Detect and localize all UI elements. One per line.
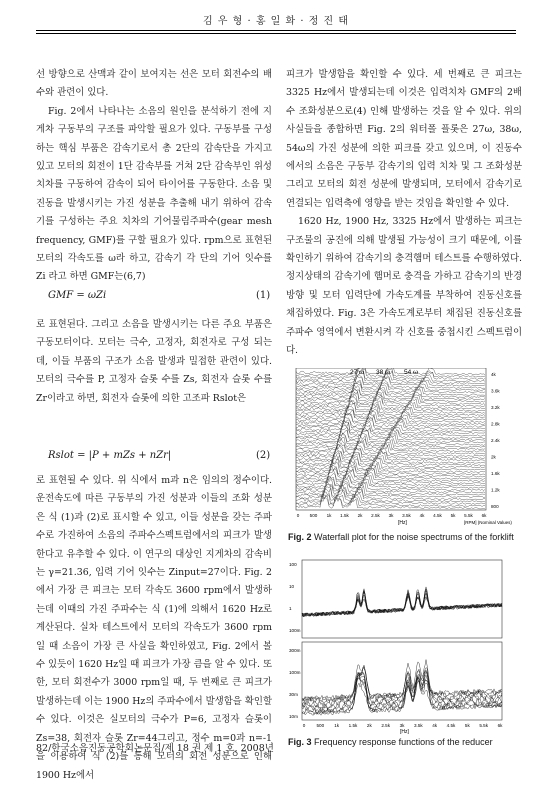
- fig2-x-unit: [Hz]: [398, 520, 407, 526]
- fig2-y-tick: 2k: [491, 454, 496, 460]
- fig2-y-tick: 1.6k: [491, 471, 500, 476]
- right-paragraph-2: 1620 Hz, 1900 Hz, 3325 Hz에서 발생하는 피크는 구조물의 공진에 의해 발생될 가능성이 크기 때문에, 이를 확인하기 위하여 감속기의 충격햄머 테스트를 수행하였다. 정지상태의 감속기에 햄머로 충격을 가하고 감속기의 반경 방향 및 모터 입력단에 가속도계를 부착하여 진동신호를 채집하였다. Fig. 3은 가속도계로부터 채집된 진동신호를 주파수 영역에서 변환시켜 각 신호를 중첩시킨 스펙트럼이다.: [286, 216, 522, 357]
- fig2-caption: [288, 531, 524, 543]
- left-paragraph-3: 로 표현된다. 그리고 소음을 발생시키는 다른 주요 부품은 구동모터이다. 모터는 극수, 고정자, 회전자로 구성 되는데, 이들 부품의 구조가 소음 발생과 밀접한 관련이 있다. 모터의 극수를 P, 고정자 슬롯 수를 Zs, 회전자 슬롯 수를 Zr이라고 하면, 회전자 슬롯에 의한 고조파 Rslot은: [36, 319, 272, 404]
- fig3-x-tick: 6k: [497, 723, 503, 728]
- header-rule-2: [36, 33, 516, 34]
- fig2-annotation: 54 ω: [404, 369, 419, 376]
- fig3-x-tick: 4k: [432, 723, 438, 728]
- left-paragraph-1: 선 방향으로 산맥과 같이 보여지는 선은 모터 회전수의 배수와 관련이 있다.: [36, 69, 272, 99]
- fig2-y-tick: 3.6k: [491, 388, 500, 394]
- fig2-y-tick: 800: [491, 504, 499, 509]
- fig2-x-tick: 500: [309, 513, 318, 518]
- fig2-x-tick: 0: [296, 513, 300, 518]
- fig3-x-tick: 1.5k: [348, 723, 358, 728]
- right-column: [286, 66, 522, 361]
- fig3-x-tick: 1k: [334, 723, 340, 728]
- fig3-x-unit: [Hz]: [400, 729, 409, 734]
- fig3-frf-plot: [288, 558, 520, 734]
- fig3-x-tick: 3.5k: [413, 723, 423, 728]
- fig3-x-tick: 5k: [464, 723, 470, 728]
- fig3-x-tick: 3k: [399, 723, 405, 728]
- left-paragraph-4: 로 표현될 수 있다. 위 식에서 m과 n은 임의의 정수이다. 운전속도에 따른 구동부의 가진 성분과 이들의 조화 성분은 식 (1)과 (2)로 표시할 수 있고, 이들 성분을 갖는 주파수로 가진하여 소음의 주파수스펙트럼에서의 피크가 발생한다고 유추할 수 있다. 이 연구의 대상인 지게차의 감속비는 γ=21.36, 입력 기어 잇수는 Zinput=27이다. Fig. 2에서 가장 큰 피크는 모터 각속도 3600 rpm에서 발생하는데 이때의 가진 주파수는 식 (1)에 의해서 1620 Hz로 계산된다. 실차 테스트에서 모터의 각속도가 3600 rpm일 때 소음이 가장 큰 사실을 확인하였고, Fig. 2에서 볼 수 있듯이 1620 Hz일 때 피크가 가장 큼을 알 수 있다. 또한, 모터 회전수가 3000 rpm일 때, 두 번째로 큰 피크가 발생하는데 이는 1900 Hz의 주파수에서 발생함을 확인할 수 있다. 이것은 실모터의 극수가 P=6, 고정자 슬롯이 Zs=38, 회전자 슬롯 Zr=44그리고, 정수 m=0과 n=-1을 이용하여 식 (2)를 통해 모터의 회전 성분으로 인해 1900 Hz에서: [36, 475, 272, 781]
- fig3-bottom-y-tick: 10m: [289, 714, 298, 719]
- equation-2-number: (2): [256, 450, 271, 461]
- fig2-caption-label: Fig. 2: [288, 532, 312, 542]
- fig3-x-tick: 5.5k: [479, 723, 489, 728]
- left-column: [36, 66, 272, 287]
- fig3-x-tick: 500: [316, 723, 325, 728]
- fig2-y-tick: 1.2k: [491, 487, 500, 493]
- fig3-bottom-y-tick: 30m: [289, 692, 298, 697]
- fig2-x-tick: 1.5k: [340, 513, 349, 518]
- fig2-x-tick: 4k: [419, 513, 425, 518]
- fig2-x-tick: 4.5k: [433, 513, 442, 518]
- left-column-cont: [36, 316, 272, 408]
- fig2-x-tick: 3.5k: [402, 513, 411, 518]
- fig3-top-y-tick: 1: [289, 606, 292, 611]
- fig2-annotation: 38 ω: [376, 369, 391, 376]
- equation-1: GMF = ωZi: [48, 290, 107, 301]
- fig3-top-y-tick: 100m: [289, 628, 301, 633]
- fig2-caption-text: Waterfall plot for the noise spectrums of the forklift: [314, 532, 514, 542]
- fig3-x-tick: 0: [302, 723, 306, 728]
- fig2-x-tick: 2k: [357, 513, 363, 518]
- fig2-y-unit: [RPM] (Nominal Values): [464, 520, 512, 525]
- page-footer: 82/한국소음진동공학회논문집/제 18 권 제 1 호, 2008년: [36, 743, 274, 754]
- fig3-caption-text: Frequency response functions of the reducer: [314, 737, 493, 747]
- left-column-cont-2: [36, 472, 272, 785]
- left-paragraph-2: Fig. 2에서 나타나는 소음의 원인을 분석하기 전에 지게차 구동부의 구조를 파악할 필요가 있다. 구동부를 구성하는 핵심 부품은 감속기로서 총 2단의 감속단을 가지고 있고 모터의 회전이 1단 감속부를 거쳐 2단 감속부인 위성치차를 구동하여 감속이 되어 타이어를 구동한다. 소음 및 진동을 발생시키는 가진 성분을 추출해 내기 위하여 감속기를 구성하는 주요 치차의 기어물림주파수(gear mesh frequency, GMF)를 구할 필요가 있다. rpm으로 표현된 모터의 각속도를 ω라 하고, 감속기 각 단의 기어 잇수를 Zi 라고 하면 GMF는(6,7): [36, 105, 272, 283]
- fig2-y-tick: 2.4k: [491, 438, 500, 443]
- fig3-x-tick: 4.5k: [446, 723, 456, 728]
- equation-1-number: (1): [256, 290, 271, 301]
- fig2-x-tick: 2.5k: [371, 513, 380, 518]
- fig3-bottom-y-tick: 100m: [289, 670, 301, 675]
- fig2-y-tick: 3.2k: [491, 405, 500, 410]
- fig2-x-tick: 6k: [481, 513, 487, 518]
- fig2-x-tick: 1k: [326, 513, 332, 518]
- equation-2: Rslot = |P + mZs + nZr|: [48, 450, 172, 461]
- fig3-x-tick: 2.5k: [381, 723, 391, 728]
- header-rule: [36, 30, 516, 31]
- fig3-top-y-tick: 10: [289, 584, 295, 589]
- running-header: 김 우 형 · 홍 일 화 · 정 진 태: [202, 16, 350, 27]
- fig3-caption-label: Fig. 3: [288, 737, 312, 747]
- fig2-x-tick: 5.5k: [464, 513, 473, 518]
- fig3-x-tick: 2k: [366, 723, 372, 728]
- fig3-top-frame: [302, 560, 502, 638]
- fig2-annotation: 27 ω: [350, 369, 365, 376]
- fig2-y-tick: 2.8k: [491, 421, 500, 427]
- fig3-top-y-tick: 100: [289, 562, 297, 567]
- fig3-bottom-y-tick: 300m: [289, 648, 301, 653]
- fig2-x-tick: 5k: [450, 513, 456, 518]
- right-paragraph-1: 피크가 발생함을 확인할 수 있다. 세 번째로 큰 피크는 3325 Hz에서 발생되는데 이것은 입력치차 GMF의 2배수 조화성분으로(4) 인해 발생하는 것을 알 수 있다. 위의 사실들을 종합하면 Fig. 2의 워터폴 플롯은 27ω, 38ω, 54ω의 가진 성분에 의한 피크를 갖고 있으며, 이 진동수에서의 소음은 구동부 감속기의 입력 치차 및 그 조화성분 그리고 모터의 회전 성분에 발생되며, 모터에서 감속기로 연결되는 입력축에 영향을 받는 것임을 확인할 수 있다.: [286, 69, 522, 209]
- fig2-waterfall-plot: [288, 368, 520, 528]
- fig2-y-tick: 4k: [491, 372, 496, 377]
- fig2-x-tick: 3k: [388, 513, 394, 518]
- fig3-caption: [288, 736, 524, 748]
